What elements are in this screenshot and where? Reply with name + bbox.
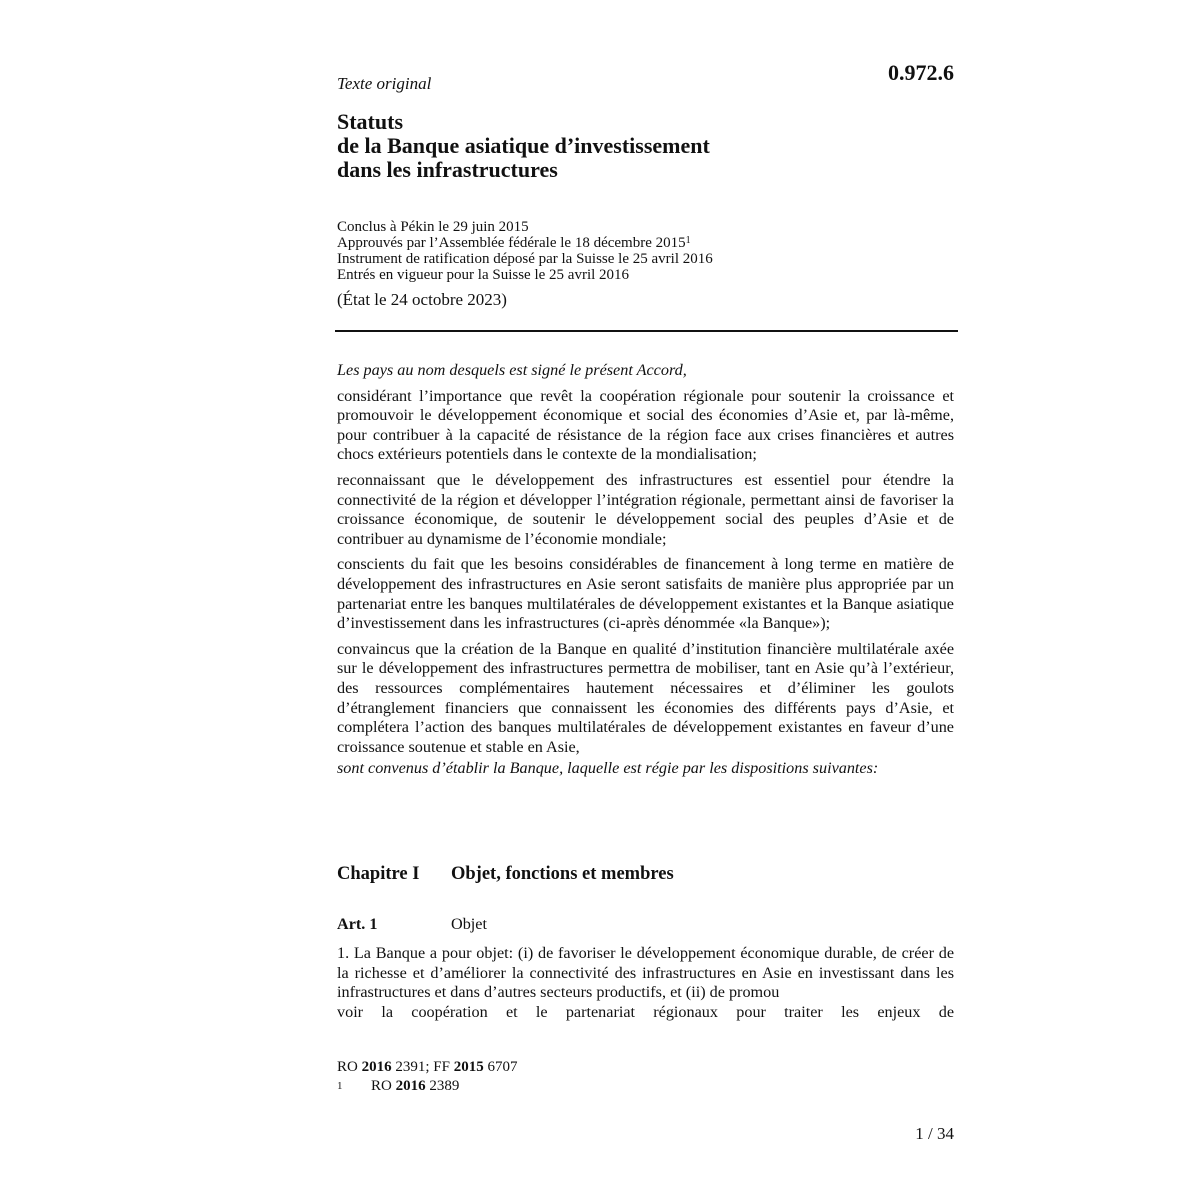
footnote-ref[interactable]: 1 bbox=[685, 235, 691, 246]
document-code: 0.972.6 bbox=[888, 60, 954, 85]
word: régionaux bbox=[653, 1002, 718, 1021]
word: voir bbox=[337, 1002, 364, 1021]
word: la bbox=[381, 1002, 394, 1021]
preamble-paragraph: reconnaissant que le développement des infrastructures est essentiel pour étendre la connectivité de la région et développer l’intégration régionale, permettant ainsi de favoriser la croissance économique, de soutenir le développement social des peuples d’Asie et de contribuer au dynamisme de l’économie mondiale; bbox=[337, 470, 954, 548]
article-title: Objet bbox=[451, 915, 487, 933]
header-divider bbox=[335, 330, 958, 332]
preamble-intro: Les pays au nom desquels est signé le présent Accord, bbox=[337, 361, 687, 379]
preamble bbox=[337, 361, 954, 779]
word: coopération bbox=[411, 1002, 488, 1021]
footnote-1: 1 RO 2016 2389 bbox=[337, 1078, 460, 1094]
word: le bbox=[535, 1002, 548, 1021]
footnote-mark: 1 bbox=[337, 1080, 343, 1092]
article-label: Art. 1 bbox=[337, 915, 378, 933]
word: enjeux bbox=[877, 1002, 921, 1021]
preamble-paragraph: conscients du fait que les besoins considérables de financement à long terme en matière de développement des infrastructures en Asie seront satisfaits de manière plus appropriée par un partenariat entre les banques multilatérales de développement existantes et la Banque asiatique d’investissement dans les infrastructures (ci-après dénommée «la Banque»); bbox=[337, 555, 954, 633]
paragraph-text: 1. La Banque a pour objet: (i) de favoriser le développement économique durable, de créer de la richesse et d’améliorer la connectivité des infrastructures en Asie en investissant dans les infrastructures et dans d’autres secteurs productifs, et (ii) de promou bbox=[337, 944, 954, 1002]
article-paragraph bbox=[337, 944, 954, 1022]
word: traiter bbox=[784, 1002, 823, 1021]
chapter-label: Chapitre I bbox=[337, 864, 420, 884]
word: les bbox=[841, 1002, 860, 1021]
word: de bbox=[938, 1002, 954, 1021]
preamble-paragraph: considérant l’importance que revêt la coopération régionale pour soutenir la croissance et promouvoir le développement économique et social des économies d’Asie et, par là-même, pour contribuer à la capacité de résistance de la région face aux crises financières et autres chocs extérieurs potentiels dans le contexte de la mondialisation; bbox=[337, 386, 954, 464]
chapter-title: Objet, fonctions et membres bbox=[451, 864, 674, 884]
word: pour bbox=[736, 1002, 766, 1021]
adoption-metadata bbox=[337, 219, 954, 283]
document-title bbox=[337, 110, 954, 182]
word: et bbox=[505, 1002, 518, 1021]
paragraph-last-line bbox=[337, 1003, 954, 1023]
in-force-line: Entrés en vigueur pour la Suisse le 25 avril 2016 bbox=[337, 267, 630, 283]
approved-line: Approuvés par l’Assemblée fédérale le 18 décembre 2015$^1$ bbox=[337, 235, 691, 251]
state-date: (État le 24 octobre 2023) bbox=[337, 290, 507, 309]
preamble-closing: sont convenus d’établir la Banque, laquelle est régie par les dispositions suivantes: bbox=[337, 759, 879, 778]
article-heading bbox=[337, 915, 954, 934]
footnotes bbox=[337, 1058, 954, 1096]
title-line: dans les infrastructures bbox=[337, 157, 558, 182]
source-reference: RO 2016 2391; FF 2015 6707 bbox=[337, 1059, 518, 1075]
word: partenariat bbox=[565, 1002, 636, 1021]
ratification-line: Instrument de ratification déposé par la Suisse le 25 avril 2016 bbox=[337, 251, 713, 267]
preamble-paragraph: convaincus que la création de la Banque en qualité d’institution financière multilatérale axée sur le développement des infrastructures permettra de mobiliser, tant en Asie qu’à l’extérieur, des ressources complémentaires hautement nécessaires et d’éliminer les goulots d’étranglement financiers que connaissent les économies des différents pays d’Asie, et complétera l’action des banques multilatérales de développement existantes en faveur d’une croissance soutenue et stable en Asie, bbox=[337, 639, 954, 756]
chapter-heading bbox=[337, 864, 954, 885]
page-number: 1 / 34 bbox=[915, 1124, 954, 1143]
original-text-label: Texte original bbox=[337, 74, 432, 93]
title-line: Statuts bbox=[337, 109, 404, 134]
concluded-line: Conclus à Pékin le 29 juin 2015 bbox=[337, 219, 529, 235]
title-line: de la Banque asiatique d’investissement bbox=[337, 133, 710, 158]
